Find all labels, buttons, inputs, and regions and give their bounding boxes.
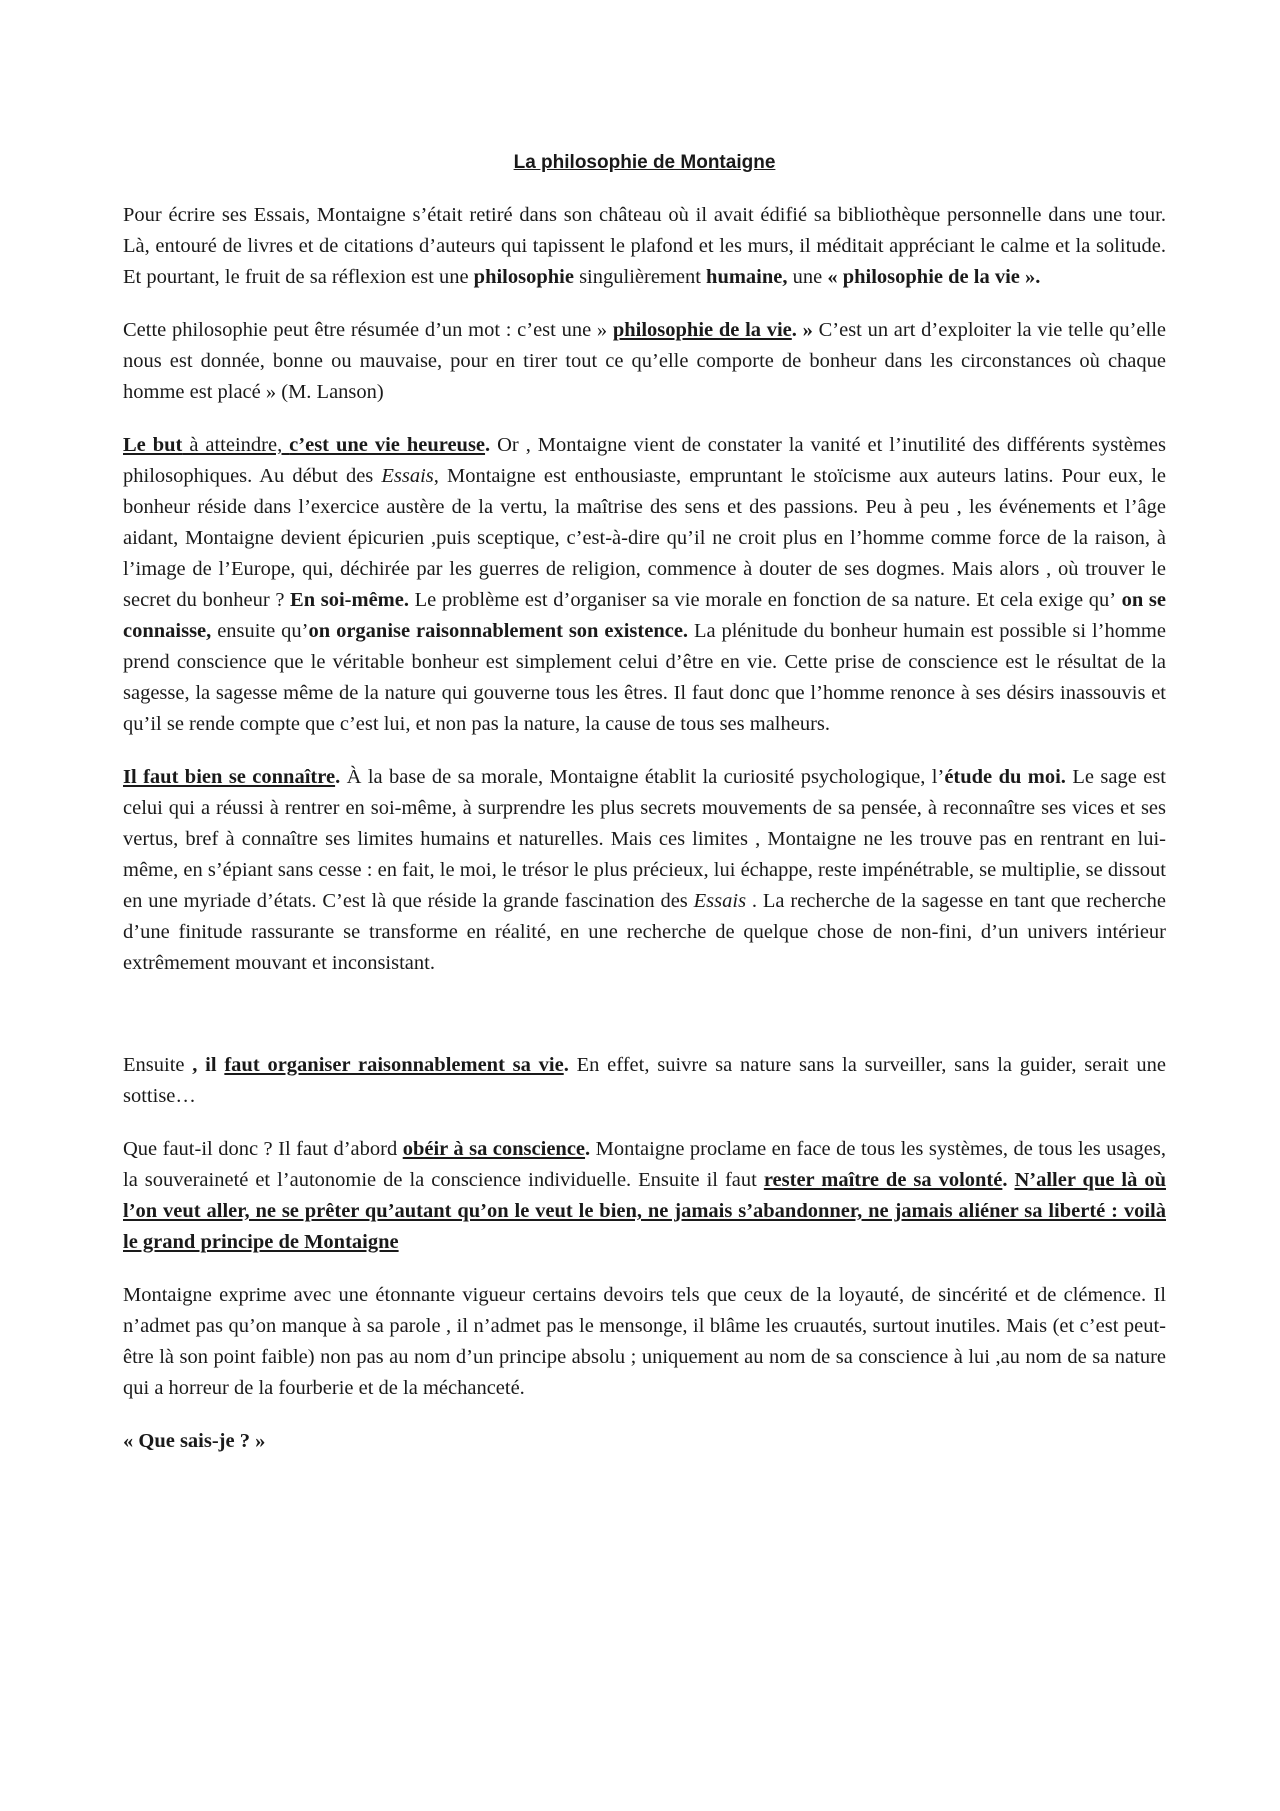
underline-run: c’est une vie heureuse (289, 434, 486, 456)
text-run: Le sage est celui qui a réussi à rentrer en soi-même, à surprendre les plus secrets mouvements de sa pensée, à reconnaître ses vices et ses vertus, bref à connaître ses limites humains et naturelles. Mais ces limites , Montaigne ne les trouve pas en rentrant en lui-même, en s’épiant sans cesse : en fait, le moi, le trésor le plus précieux, lui échappe, reste impénétrable, se multiplie, se dissout en une myriade d’états. C’est là que réside la grande fascination des (123, 766, 1167, 912)
paragraph-organize-life (123, 1050, 1166, 1112)
text-run: À la base de sa morale, Montaigne établit la curiosité psychologique, l’ (340, 766, 945, 788)
bold-run: En soi-même. (290, 589, 409, 611)
bold-underlined-run (613, 319, 792, 341)
underline-run: obéir à sa conscience (402, 1138, 586, 1160)
bold-run: . (1002, 1169, 1008, 1191)
bold-underlined-run (123, 434, 182, 456)
bold-underlined-run (224, 1054, 563, 1076)
underline-run: philosophie de la vie (612, 319, 792, 341)
paragraph-que-sais-je (123, 1426, 1166, 1457)
text-run: une (787, 266, 828, 288)
bold-underlined-run (289, 434, 485, 456)
bold-underlined-run (403, 1138, 585, 1160)
bold-run: humaine, (706, 266, 788, 288)
page-title: La philosophie de Montaigne (513, 152, 776, 173)
bold-run: , il (192, 1054, 225, 1076)
bold-run: on se connaisse, (123, 589, 1166, 642)
paragraph-intro (123, 200, 1166, 293)
bold-underlined-run (764, 1169, 1003, 1191)
bold-run: . (585, 1138, 591, 1160)
bold-run: . » (791, 319, 813, 341)
text-run: En effet, suivre sa nature sans la surveiller, sans la guider, serait une sottise… (123, 1054, 1166, 1107)
bold-run: . (563, 1054, 569, 1076)
text-run: . La recherche de la sagesse en tant que recherche d’une finitude rassurante se transforme en réalité, en une recherche de quelque chose de non-fini, d’un univers intérieur extrêmement mouvant et inconsistant. (123, 890, 1166, 974)
text-run: Cette philosophie peut être résumée d’un mot : c’est une » (123, 319, 613, 341)
paragraph-definition (123, 315, 1166, 408)
text-run: Montaigne exprime avec une étonnante vigueur certains devoirs tels que ceux de la loyauté, de sincérité et de clémence. Il n’admet pas qu’on manque à sa parole , il n’admet pas le mensonge, il blâme les cruautés, surtout inutiles. Mais (et c’est peut-être là son point faible) non pas au nom d’un principe absolu ; uniquement au nom de sa conscience à lui ,au nom de sa nature qui a horreur de la fourberie et de la méchanceté. (123, 1284, 1166, 1399)
underline-run: rester maître de sa volonté (763, 1169, 1003, 1191)
bold-run: . (335, 766, 341, 788)
text-run: Ensuite (123, 1054, 193, 1076)
bold-run: philosophie (473, 266, 574, 288)
underline-run: faut organiser raisonnablement sa vie (224, 1054, 564, 1076)
underline-run: Il faut bien se connaître (123, 766, 336, 788)
underline-run: Le but (123, 434, 183, 456)
text-run: Que faut-il donc ? Il faut d’abord (123, 1138, 403, 1160)
text-run: , Montaigne est enthousiaste, empruntant le stoïcisme aux auteurs latins. Pour eux, le bonheur réside dans l’exercice austère de la vertu, la maîtrise des sens et des passions. Peu à peu , les événements et l’âge aidant, Montaigne devient épicurien ,puis sceptique, c’est-à-dire qu’il ne croit plus en l’homme comme force de la raison, à l’image de l’Europe, qui, déchirée par les guerres de religion, commence à douter de ses dogmes. Mais alors , où trouver le secret du bonheur ? (123, 465, 1166, 611)
text-run: Pour écrire ses Essais, Montaigne s’était retiré dans son château où il avait édifié sa bibliothèque personnelle dans une tour. Là, entouré de livres et de citations d’auteurs qui tapissent le plafond et les murs, il méditait appréciant le calme et la solitude. Et pourtant, le fruit de sa réflexion est une (123, 204, 1166, 288)
italic-run: Essais (381, 465, 434, 487)
bold-run: . (485, 434, 491, 456)
bold-run: « Que sais-je ? » (123, 1430, 266, 1452)
text-run: ensuite qu’ (211, 620, 309, 642)
bold-underlined-run (123, 766, 335, 788)
text-run: Or , Montaigne vient de constater la vanité et l’inutilité des différents systèmes philosophiques. Au début des (123, 434, 1166, 487)
underline-run: N’aller que là où l’on veut aller, ne se prêter qu’autant qu’on le veut le bien, ne jamais s’abandonner, ne jamais aliéner sa liberté : voilà le grand principe de Montaigne (123, 1169, 1167, 1253)
bold-run: étude du moi. (944, 766, 1066, 788)
paragraph-conscience (123, 1134, 1166, 1258)
text-run: singulièrement (573, 266, 707, 288)
paragraph-duties (123, 1280, 1166, 1404)
bold-run: on organise raisonnablement son existence. (308, 620, 689, 642)
text-run: La plénitude du bonheur humain est possible si l’homme prend conscience que le véritable bonheur est simplement celui d’être en vie. Cette prise de conscience est le résultat de la sagesse, la sagesse même de la nature qui gouverne tous les êtres. Il faut donc que l’homme renonce à ses désirs inassouvis et qu’il se rende compte que c’est lui, et non pas la nature, la cause de tous ses malheurs. (123, 620, 1166, 735)
text-run: Montaigne proclame en face de tous les systèmes, de tous les usages, la souveraineté et l’autonomie de la conscience individuelle. Ensuite il faut (123, 1138, 1166, 1191)
document-page (123, 148, 1166, 1479)
bold-run: « philosophie de la vie ». (827, 266, 1041, 288)
text-run: C’est un art d’exploiter la vie telle qu’elle nous est donnée, bonne ou mauvaise, pour en tirer tout ce qu’elle comporte de bonheur dans les circonstances où chaque homme est placé » (M. Lanson) (123, 319, 1166, 403)
italic-run: Essais (693, 890, 747, 912)
paragraph-know-thyself (123, 762, 1166, 979)
paragraph-goal (123, 430, 1166, 740)
text-run: Le problème est d’organiser sa vie morale en fonction de sa nature. Et cela exige qu’ (408, 589, 1117, 611)
underline-run: à atteindre, (182, 434, 290, 456)
